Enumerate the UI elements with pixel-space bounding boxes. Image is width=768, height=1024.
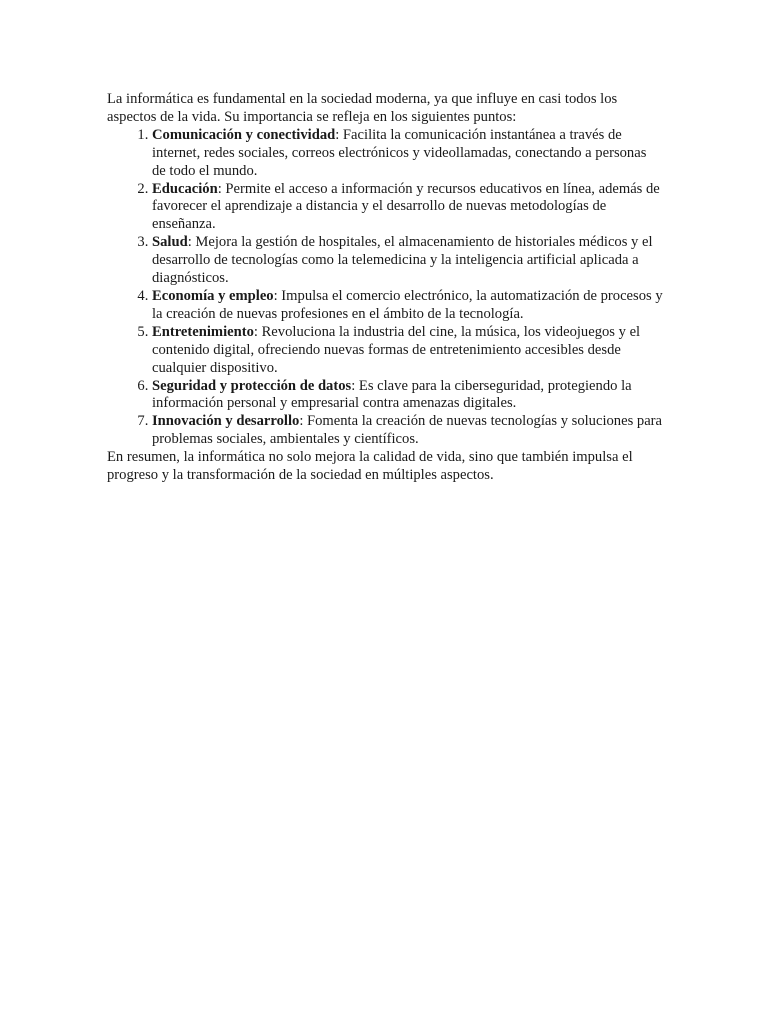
conclusion-paragraph: En resumen, la informática no solo mejora la calidad de vida, sino que también impulsa el progreso y la transformación de la sociedad en múltiples aspectos. xyxy=(107,449,633,484)
list-item-text: : Mejora la gestión de hospitales, el almacenamiento de historiales médicos y el desarrollo de tecnologías como la telemedicina y la inteligencia artificial aplicada a diagnósticos. xyxy=(152,234,653,287)
list-item-text: : Revoluciona la industria del cine, la música, los videojuegos y el contenido digital, ofreciendo nuevas formas de entretenimiento accesibles desde cualquier dispositivo. xyxy=(152,323,641,376)
list-item-text: : Facilita la comunicación instantánea a través de internet, redes sociales, correos electrónicos y videollamadas, conectando a personas de todo el mundo. xyxy=(152,126,647,179)
list-item-term: Salud xyxy=(152,234,188,251)
list-item-text: : Es clave para la ciberseguridad, protegiendo la información personal y empresarial contra amenazas digitales. xyxy=(152,377,632,412)
list-item-text: : Impulsa el comercio electrónico, la automatización de procesos y la creación de nuevas profesiones en el ámbito de la tecnología. xyxy=(152,287,663,322)
list-item xyxy=(152,127,663,181)
list-item xyxy=(152,378,663,414)
list-item xyxy=(152,288,663,324)
document-page xyxy=(107,91,663,485)
list-item-text: : Fomenta la creación de nuevas tecnologías y soluciones para problemas sociales, ambientales y científicos. xyxy=(152,413,663,448)
list-item-term: Entretenimiento xyxy=(152,323,254,340)
intro-paragraph: La informática es fundamental en la sociedad moderna, ya que influye en casi todos los aspectos de la vida. Su importancia se refleja en los siguientes puntos: xyxy=(107,91,618,125)
list-item-term: Economía y empleo xyxy=(152,287,274,304)
list-item xyxy=(152,234,663,288)
list-item xyxy=(152,324,663,378)
list-item xyxy=(152,181,663,235)
list-item-term: Innovación y desarrollo xyxy=(152,413,300,430)
importance-list xyxy=(107,127,663,449)
list-item xyxy=(152,413,663,449)
list-item-term: Educación xyxy=(152,180,218,197)
list-item-term: Comunicación y conectividad xyxy=(152,126,336,143)
list-item-term: Seguridad y protección de datos xyxy=(152,377,352,394)
list-item-text: : Permite el acceso a información y recursos educativos en línea, además de favorecer el aprendizaje a distancia y el desarrollo de nuevas metodologías de enseñanza. xyxy=(152,180,660,233)
